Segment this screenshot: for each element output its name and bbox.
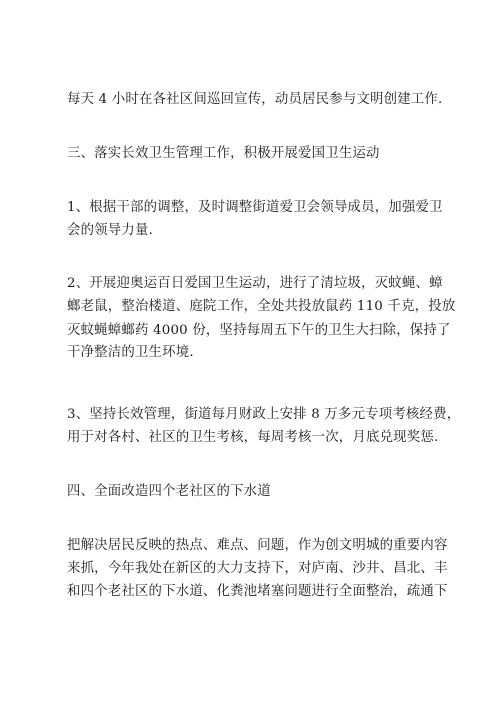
section-heading: 四、全面改造四个老社区的下水道: [67, 484, 271, 499]
paragraph-line: 每天 4 小时在各社区间巡回宣传，动员居民参与文明创建工作.: [67, 92, 443, 107]
paragraph-line: 来抓，今年我处在新区的大力支持下，对庐南、沙井、昌北、丰: [67, 561, 448, 576]
paragraph-line: 2、开展迎奥运百日爱国卫生运动，进行了清垃圾，灭蚊蝇、蟑: [67, 276, 443, 291]
paragraph-line: 3、坚持长效管理，街道每月财政上安排 8 万多元专项考核经费，: [67, 407, 461, 422]
paragraph-line: 用于对各村、社区的卫生考核，每周考核一次，月底兑现奖惩.: [67, 430, 439, 445]
paragraph-line: 1、根据干部的调整，及时调整街道爱卫会领导成员，加强爱卫: [67, 200, 443, 215]
paragraph-line: 会的领导力量.: [67, 223, 153, 238]
paragraph-line: 螂老鼠，整治楼道、庭院工作，全处共投放鼠药 110 千克，投放: [67, 299, 456, 314]
section-heading: 三、落实长效卫生管理工作，积极开展爱国卫生运动: [67, 146, 380, 161]
paragraph-line: 把解决居民反映的热点、难点、问题，作为创文明城的重要内容: [67, 538, 448, 553]
paragraph-line: 灭蚊蝇蟑螂药 4000 份，坚持每周五下午的卫生大扫除，保持了: [67, 323, 451, 338]
paragraph-line: 和四个老社区的下水道、化粪池堵塞问题进行全面整治，疏通下: [67, 584, 448, 599]
paragraph-line: 干净整洁的卫生环境.: [67, 345, 194, 360]
